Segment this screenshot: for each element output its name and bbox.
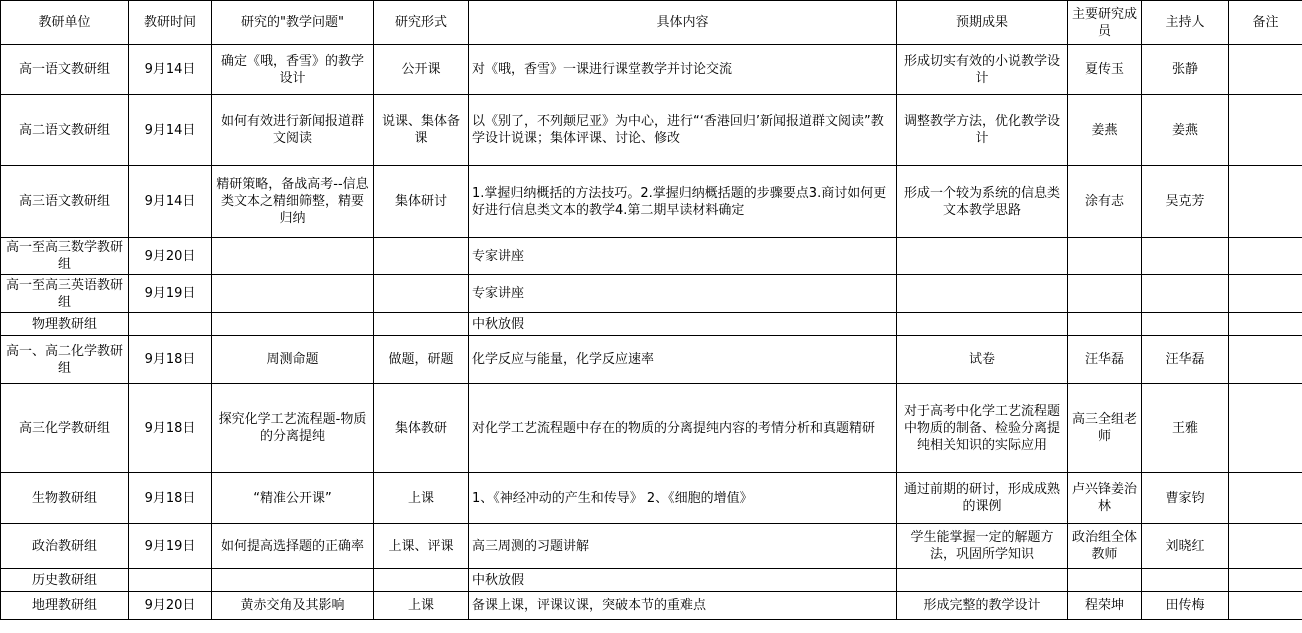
cell-outcome: 试卷 [897, 336, 1068, 384]
cell-host [1142, 569, 1229, 592]
table-row [1, 166, 1302, 238]
cell-time: 9月18日 [129, 336, 212, 384]
cell-unit: 高二语文教研组 [1, 95, 129, 166]
cell-time: 9月20日 [129, 592, 212, 620]
table-row [1, 45, 1302, 95]
cell-note [1229, 473, 1302, 524]
cell-members [1068, 238, 1142, 275]
cell-host: 吴克芳 [1142, 166, 1229, 238]
cell-problem: “精准公开课” [212, 473, 374, 524]
header-outcome: 预期成果 [897, 1, 1068, 45]
cell-note [1229, 592, 1302, 620]
cell-members: 政治组全体教师 [1068, 524, 1142, 569]
cell-form: 做题，研题 [374, 336, 469, 384]
table-row [1, 592, 1302, 620]
cell-outcome: 形成一个较为系统的信息类文本教学思路 [897, 166, 1068, 238]
cell-form: 公开课 [374, 45, 469, 95]
header-note: 备注 [1229, 1, 1302, 45]
header-form: 研究形式 [374, 1, 469, 45]
cell-content: 中秋放假 [469, 569, 897, 592]
cell-outcome: 调整教学方法，优化教学设计 [897, 95, 1068, 166]
header-problem: 研究的"教学问题" [212, 1, 374, 45]
cell-note [1229, 166, 1302, 238]
cell-unit: 高一、高二化学教研组 [1, 336, 129, 384]
cell-unit: 高一至高三英语教研组 [1, 275, 129, 313]
cell-content: 对《哦，香雪》一课进行课堂教学并讨论交流 [469, 45, 897, 95]
cell-form: 集体研讨 [374, 166, 469, 238]
cell-time [129, 569, 212, 592]
cell-content: 备课上课，评课议课，突破本节的重难点 [469, 592, 897, 620]
cell-host: 张静 [1142, 45, 1229, 95]
table-row [1, 313, 1302, 336]
cell-content: 对化学工艺流程题中存在的物质的分离提纯内容的考情分析和真题精研 [469, 384, 897, 473]
cell-time: 9月19日 [129, 275, 212, 313]
header-unit: 教研单位 [1, 1, 129, 45]
cell-members: 程荣坤 [1068, 592, 1142, 620]
cell-problem: 周测命题 [212, 336, 374, 384]
cell-content: 高三周测的习题讲解 [469, 524, 897, 569]
cell-problem: 黄赤交角及其影响 [212, 592, 374, 620]
cell-note [1229, 238, 1302, 275]
cell-problem: 确定《哦，香雪》的教学设计 [212, 45, 374, 95]
table-row [1, 95, 1302, 166]
cell-content: 以《别了，不列颠尼亚》为中心，进行“‘香港回归’新闻报道群文阅读”教学设计说课；集体评课、讨论、修改 [469, 95, 897, 166]
cell-note [1229, 45, 1302, 95]
cell-content: 1.掌握归纳概括的方法技巧。2.掌握归纳概括题的步骤要点3.商讨如何更好进行信息类文本的教学4.第二期早读材料确定 [469, 166, 897, 238]
cell-problem: 如何提高选择题的正确率 [212, 524, 374, 569]
header-row [1, 1, 1302, 45]
cell-outcome [897, 238, 1068, 275]
cell-outcome: 通过前期的研讨，形成成熟的课例 [897, 473, 1068, 524]
cell-note [1229, 275, 1302, 313]
table-row [1, 275, 1302, 313]
table-row [1, 384, 1302, 473]
cell-form: 说课、集体备课 [374, 95, 469, 166]
cell-form: 上课 [374, 473, 469, 524]
cell-form [374, 275, 469, 313]
cell-form: 集体教研 [374, 384, 469, 473]
cell-problem: 精研策略，备战高考--信息类文本之精细筛整，精要归纳 [212, 166, 374, 238]
cell-outcome: 形成完整的教学设计 [897, 592, 1068, 620]
cell-outcome [897, 569, 1068, 592]
cell-note [1229, 524, 1302, 569]
cell-form [374, 569, 469, 592]
cell-content: 专家讲座 [469, 275, 897, 313]
cell-problem: 探究化学工艺流程题-物质的分离提纯 [212, 384, 374, 473]
cell-note [1229, 95, 1302, 166]
cell-problem [212, 569, 374, 592]
cell-time: 9月18日 [129, 473, 212, 524]
cell-content: 1、《神经冲动的产生和传导》 2、《细胞的增值》 [469, 473, 897, 524]
cell-time: 9月14日 [129, 166, 212, 238]
cell-unit: 高三语文教研组 [1, 166, 129, 238]
table-row [1, 473, 1302, 524]
cell-host: 汪华磊 [1142, 336, 1229, 384]
cell-problem [212, 275, 374, 313]
cell-members: 汪华磊 [1068, 336, 1142, 384]
cell-host [1142, 313, 1229, 336]
cell-host [1142, 275, 1229, 313]
cell-outcome [897, 313, 1068, 336]
cell-unit: 高三化学教研组 [1, 384, 129, 473]
header-members: 主要研究成员 [1068, 1, 1142, 45]
header-host: 主持人 [1142, 1, 1229, 45]
cell-content: 中秋放假 [469, 313, 897, 336]
cell-form: 上课、评课 [374, 524, 469, 569]
cell-host: 田传梅 [1142, 592, 1229, 620]
cell-time: 9月18日 [129, 384, 212, 473]
cell-members: 涂有志 [1068, 166, 1142, 238]
cell-time: 9月14日 [129, 45, 212, 95]
cell-unit: 地理教研组 [1, 592, 129, 620]
cell-note [1229, 336, 1302, 384]
cell-outcome: 形成切实有效的小说教学设计 [897, 45, 1068, 95]
cell-host: 刘晓红 [1142, 524, 1229, 569]
cell-unit: 历史教研组 [1, 569, 129, 592]
cell-outcome: 学生能掌握一定的解题方法，巩固所学知识 [897, 524, 1068, 569]
table-row [1, 238, 1302, 275]
cell-host: 王雅 [1142, 384, 1229, 473]
cell-time: 9月20日 [129, 238, 212, 275]
cell-problem [212, 238, 374, 275]
cell-members: 夏传玉 [1068, 45, 1142, 95]
cell-note [1229, 569, 1302, 592]
cell-problem [212, 313, 374, 336]
cell-form: 上课 [374, 592, 469, 620]
cell-members: 卢兴锋姜治林 [1068, 473, 1142, 524]
cell-content: 专家讲座 [469, 238, 897, 275]
cell-form [374, 238, 469, 275]
cell-host: 曹家钧 [1142, 473, 1229, 524]
cell-unit: 物理教研组 [1, 313, 129, 336]
cell-members [1068, 569, 1142, 592]
cell-members [1068, 313, 1142, 336]
cell-time: 9月19日 [129, 524, 212, 569]
cell-host [1142, 238, 1229, 275]
header-content: 具体内容 [469, 1, 897, 45]
cell-unit: 政治教研组 [1, 524, 129, 569]
cell-outcome [897, 275, 1068, 313]
cell-note [1229, 384, 1302, 473]
cell-unit: 生物教研组 [1, 473, 129, 524]
cell-outcome: 对于高考中化学工艺流程题中物质的制备、检验分离提纯相关知识的实际应用 [897, 384, 1068, 473]
table-row [1, 336, 1302, 384]
header-time: 教研时间 [129, 1, 212, 45]
cell-note [1229, 313, 1302, 336]
cell-host: 姜燕 [1142, 95, 1229, 166]
cell-members: 高三全组老师 [1068, 384, 1142, 473]
cell-content: 化学反应与能量，化学反应速率 [469, 336, 897, 384]
cell-unit: 高一至高三数学教研组 [1, 238, 129, 275]
cell-form [374, 313, 469, 336]
cell-problem: 如何有效进行新闻报道群文阅读 [212, 95, 374, 166]
table-row [1, 524, 1302, 569]
cell-time [129, 313, 212, 336]
table-row [1, 569, 1302, 592]
cell-unit: 高一语文教研组 [1, 45, 129, 95]
cell-time: 9月14日 [129, 95, 212, 166]
cell-members [1068, 275, 1142, 313]
cell-members: 姜燕 [1068, 95, 1142, 166]
